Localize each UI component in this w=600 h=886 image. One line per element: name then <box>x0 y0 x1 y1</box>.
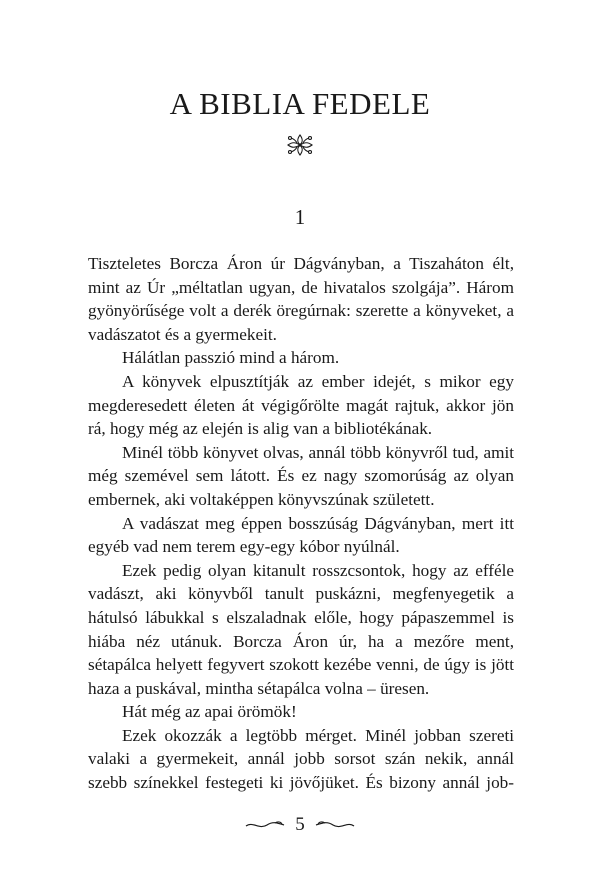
right-swash-ornament-icon <box>315 819 355 831</box>
paragraph: Minél több könyvet olvas, annál több könyvről tud, amit még szemével sem látott. És ez nagy szomorúság az olyan embernek, aki voltaképpen könyvszúnak született. <box>88 442 514 509</box>
page-number: 5 <box>295 814 305 835</box>
chapter-title: A BIBLIA FEDELE <box>169 86 431 121</box>
paragraph: A vadászat meg éppen bosszúság Dágványban, mert itt egyéb vad nem terem egy-egy kóbor nyúlnál. <box>88 513 514 557</box>
left-swash-ornament-icon <box>245 819 285 831</box>
paragraph: Ezek pedig olyan kitanult rosszcsontok, hogy az efféle vadászt, aki könyvből tanult puskázni, megfenyegetik a hátulsó lábukkal s elszaladnak előle, hogy pápaszemmel is hiába néz utánuk. Borcza Áron úr, ha a mezőre ment, sétapálca helyett fegyvert szokott kezébe venni, de úgy is jött haza a puskával, mintha sétapálca volna – üresen. <box>88 560 514 698</box>
chapter-number: 1 <box>294 205 306 229</box>
paragraph: Hálátlan passzió mind a három. <box>122 348 340 368</box>
floral-ornament-icon <box>285 133 315 157</box>
page-footer <box>0 812 600 838</box>
paragraph: Tiszteletes Borcza Áron úr Dágványban, a Tiszaháton élt, mint az Úr „méltatlan ugyan, de hivatalos szolgája”. Három gyönyörűsége volt a derék öregúrnak: szerette a könyveket, a vadászatot és a gyermekeit. <box>88 254 514 344</box>
body-text <box>88 252 514 795</box>
paragraph: A könyvek elpusztítják az ember idejét, s mikor egy megderesedett életen át végigőrölte magát rajtuk, akkor jön rá, hogy még az elején is alig van a bibliotékának. <box>88 371 514 439</box>
paragraph: Hát még az apai örömök! <box>122 702 297 722</box>
paragraph: Ezek okozzák a legtöbb mérget. Minél jobban szereti valaki a gyermekeit, annál jobb sorsot szán nekik, annál szebb színekkel festegeti ki jövőjüket. És bizony annál job- <box>88 725 514 793</box>
